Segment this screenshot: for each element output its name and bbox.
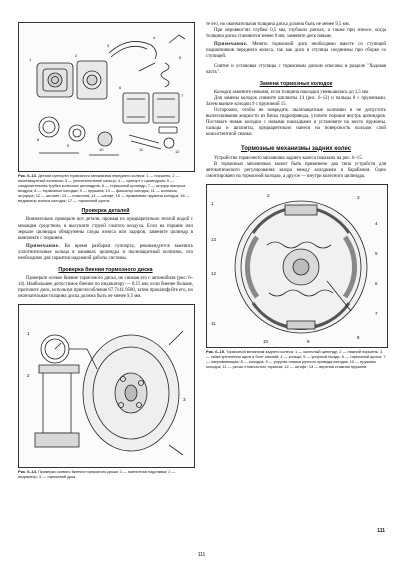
paragraph: Для замены колодок снимите шплинты 14 (рис. 6–12) и пальцы 8 с пружинами. Затем выньте колодки 9 с пружиной 15.	[206, 95, 386, 107]
svg-text:8: 8	[37, 137, 40, 142]
note-text: Во время разборки суппорта, рекомендуется заменить уплотнительные кольца в канавках цилиндра и пылезащитный колпачок, что необходимо для гарантии надежной работы системы.	[18, 243, 194, 261]
figure-caption	[18, 174, 193, 203]
page-number: 111	[197, 552, 206, 558]
paragraph: Осторожно, чтобы не повредить пылезащитные колпачки и не допустить выплескивания жидкости из бачка гидропривода, утопите поршни внутрь цилиндров. Поставьте новые колодки с новыми накладками и установите на место пружины, пальцы и шплинты, предварительно нанеся на поверхность колодок слой консистентной смазки.	[206, 108, 386, 138]
svg-text:6: 6	[375, 280, 378, 286]
svg-text:10: 10	[99, 147, 104, 152]
note-text: Менять тормозной диск необходимо вместе со ступицей подшипников переднего колеса, так как диск и ступица соединены при сборке со ступицей.	[206, 42, 386, 60]
svg-text:2: 2	[27, 373, 30, 379]
note-label: Примечание.	[26, 243, 60, 249]
svg-text:2: 2	[267, 192, 270, 198]
corner-page-number: 111	[377, 528, 385, 534]
svg-text:5: 5	[179, 55, 182, 60]
svg-text:5: 5	[375, 250, 378, 256]
caliper-exploded-drawing	[19, 23, 194, 171]
svg-text:4: 4	[375, 220, 378, 226]
svg-text:3: 3	[183, 397, 186, 403]
right-column	[206, 22, 386, 374]
svg-text:9: 9	[307, 338, 310, 344]
paragraph: В тормозных механизмах может быть применено два типа устройств для автоматического регулирования зазора между колодками и барабаном. Одно смонтировано на тормозной колодке, а другое — внутри колесного цилиндра.	[206, 161, 386, 179]
svg-text:7: 7	[181, 93, 184, 98]
paragraph: Внимательно проверьте все детали, промыв их предварительно теплой водой с моющим средством, и высушите струей сжатого воздуха. Если на поршне или зеркале цилиндра обнаружены следы износа или задиров, замените цилиндр в комплекте с поршнем.	[18, 217, 193, 241]
svg-text:13: 13	[211, 236, 217, 242]
svg-text:1: 1	[27, 331, 30, 337]
svg-text:11: 11	[211, 320, 216, 326]
figure-rear-brake	[206, 184, 388, 348]
svg-text:12: 12	[175, 149, 180, 154]
figure-disc-runout	[18, 304, 195, 468]
figure-caption-text: Тормозной механизм заднего колеса: 1 — колесный цилиндр; 2 — нижний поршень; 3 — гайка крепления щита и болт нижний; 4 — кольцо; 5 — упорный гвоздь; 6 — тормозной щиток; 7 — направляющая; 8 — колодка; 9 — упругая планка ручного привода колодок; 10 — пружины колодок; 11 — рычаг стояночного тормоза; 12 — штифт; 13 — верхняя стяжная пружина	[206, 348, 386, 369]
note-paragraph	[206, 42, 386, 60]
svg-text:10: 10	[263, 338, 269, 344]
note-label: Примечание.	[214, 42, 248, 48]
svg-text:8: 8	[357, 334, 360, 340]
svg-text:1: 1	[211, 200, 214, 206]
svg-text:3: 3	[107, 43, 110, 48]
paragraph: Колодки замените новыми, если толщина накладки уменьшилась до 1,5 мм.	[214, 89, 370, 95]
svg-text:3: 3	[357, 194, 360, 200]
note-paragraph	[18, 244, 193, 262]
section-heading: Тормозные механизмы задних колес	[240, 145, 352, 152]
figure-caliper-exploded	[18, 22, 195, 172]
figure-caption	[18, 470, 193, 480]
svg-text:6: 6	[119, 85, 122, 90]
svg-text:2: 2	[75, 53, 78, 58]
section-heading: Замена тормозных колодок	[259, 80, 333, 87]
svg-text:4: 4	[153, 35, 156, 40]
paragraph: Проверьте осевое биение тормозного диска, не снимая его с автомобиля (рис. 6–14). Наибольшее допустимое биение по индикатору — 0,15 мм; если биение больше, проточите диск, используя приспособление 67.7141.9500, затем прошлифуйте его, но окончательная толщина диска должна быть не менее 9,5 мм.	[18, 276, 193, 300]
svg-text:11: 11	[139, 147, 144, 152]
figure-caption-label: Рис. 6–14.	[18, 469, 38, 475]
figure-caption-label: Рис. 6–13.	[18, 173, 38, 178]
left-column	[18, 22, 193, 484]
svg-text:7: 7	[375, 310, 378, 316]
paragraph: Устройство тормозного механизма заднего колеса показано на рис. 6–15.	[214, 155, 363, 161]
section-heading: Проверка деталей	[81, 208, 130, 215]
svg-text:12: 12	[211, 270, 217, 276]
paragraph: те его, но окончательная толщина диска должна быть не менее 9,5 мм.	[206, 22, 350, 27]
figure-caption-text: Детали суппорта тормозного механизма переднего колеса: 1 — поршень; 2 — пылезащитный колпачок; 3 — уплотнительное кольцо; 4 — суппорт с цилиндром; 5 — соединительная трубка колесных цилиндров; 6 — тормозной цилиндр; 7 — штуцер выпуска воздуха; 8 — тормозные колодки; 9 — пружина; 10 — фиксатор колодок; 11 — колпачок штуцера; 12 — шплинт; 13 — пластина; 14 — штифт; 15 — прижимная пружина колодок; 16 — индикатор износа колодок; 17 — тормозной щиток	[18, 173, 190, 203]
paragraph: Снятие и установка ступицы с тормозным диском описаны в разделе "Ходовая часть".	[206, 63, 386, 75]
figure-caption	[206, 350, 386, 370]
rear-brake-drawing	[207, 185, 387, 347]
section-heading: Проверка биения тормозного диска	[58, 267, 153, 274]
svg-text:9: 9	[67, 143, 70, 148]
figure-caption-label: Рис. 6–15.	[206, 348, 226, 354]
svg-text:1: 1	[29, 57, 32, 62]
disc-runout-drawing	[19, 305, 194, 467]
figure-caption-text: Проверка осевого биения тормозного диска: 1 — магнитная подставка; 2 — индикатор; 3 — тормозной диск	[18, 469, 176, 480]
paragraph: При неровностях глубже 0,5 мм, глубоких рисках, а также при износе, когда толщина диска становится менее 9 мм, замените диск новым.	[206, 28, 386, 40]
